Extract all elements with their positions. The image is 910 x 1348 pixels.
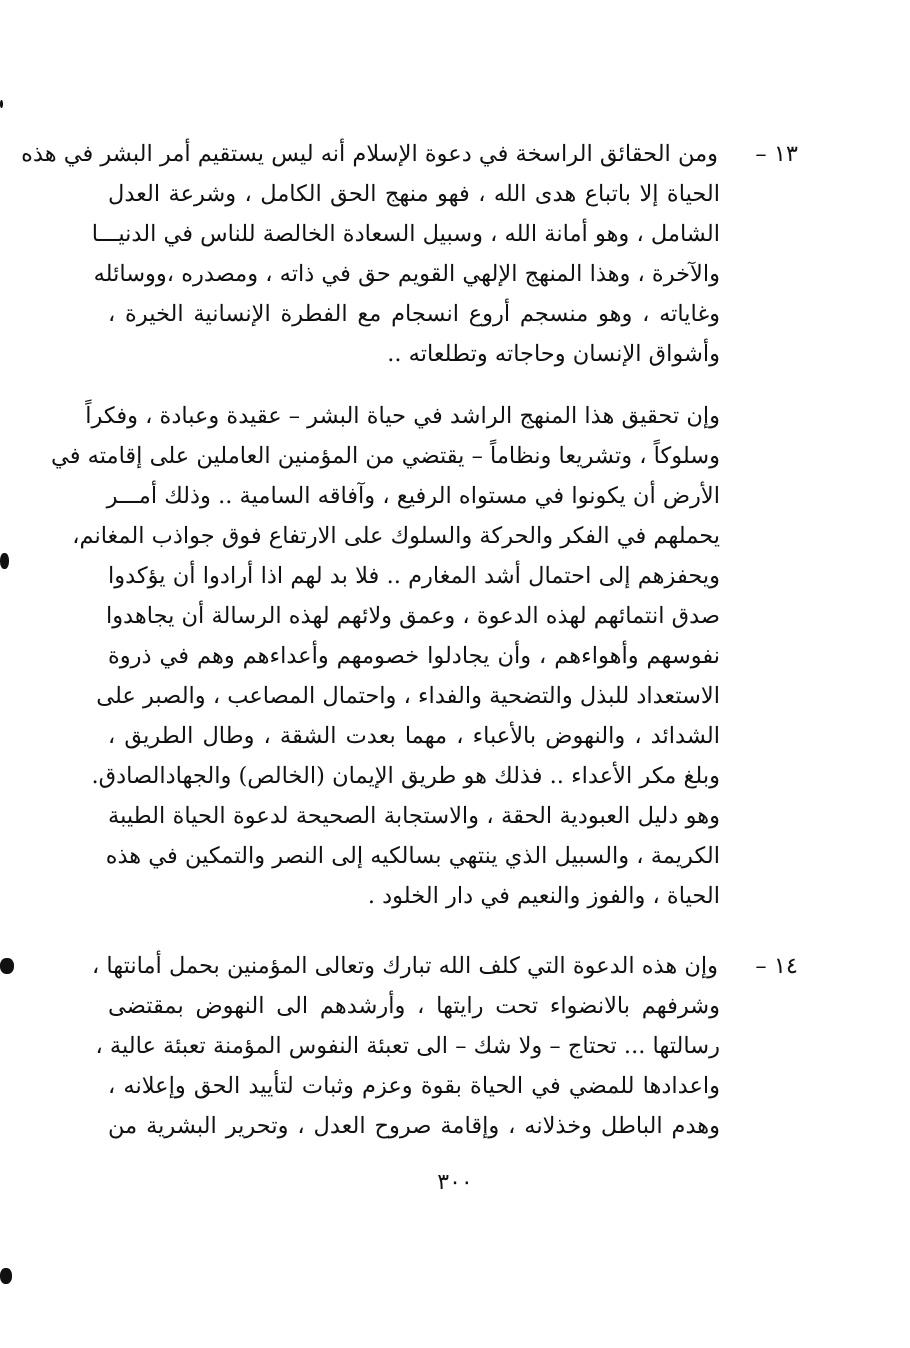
text-line: واعدادها للمضي في الحياة بقوة وعزم وثبات لتأييد الحق وإعلانه ، [108, 1073, 720, 1099]
text-line: والآخرة ، وهذا المنهج الإلهي القويم حق في ذاته ، ومصدره ،ووسائله [93, 261, 720, 287]
paragraph-item-14 [91, 946, 718, 986]
page-number: ٣٠٠ [437, 1170, 473, 1195]
paragraph-item-14-continued [95, 986, 720, 1146]
text-line: الأرض أن يكونوا في مستواه الرفيع ، وآفاقه السامية .. وذلك أمـــر [106, 483, 720, 509]
text-line: الحياة إلا باتباع هدى الله ، فهو منهج الحق الكامل ، وشرعة العدل [108, 181, 720, 207]
text-line: يحملهم في الفكر والحركة والسلوك على الارتفاع فوق جواذب المغانم، [72, 523, 720, 549]
text-line: وسلوكاً ، وتشريعا ونظاماً – يقتضي من المؤمنين العاملين على إقامته في [51, 443, 720, 469]
scan-mark [0, 1268, 12, 1284]
text-line: وإن تحقيق هذا المنهج الراشد في حياة البشر – عقيدة وعبادة ، وفكراً [85, 403, 720, 429]
text-line: ويحفزهم إلى احتمال أشد المغارم .. فلا بد لهم اذا أرادوا أن يؤكدوا [108, 563, 720, 589]
scan-mark [0, 100, 3, 108]
text-line: الاستعداد للبذل والتضحية والفداء ، واحتمال المصاعب ، والصبر على [96, 683, 720, 709]
text-line: صدق انتمائهم لهذه الدعوة ، وعمق ولائهم لهذه الرسالة أن يجاهدوا [105, 603, 720, 629]
item-number-13: ١٣ – [755, 141, 798, 167]
paragraph-item-13-continued [91, 174, 720, 374]
text-line: وبلغ مكر الأعداء .. فذلك هو طريق الإيمان (الخالص) والجهادالصادق. [91, 763, 720, 789]
text-line: الشدائد ، والنهوض بالأعباء ، مهما بعدت الشقة ، وطال الطريق ، [108, 723, 720, 749]
text-line: وأشواق الإنسان وحاجاته وتطلعاته .. [387, 341, 720, 367]
paragraph-body [51, 396, 720, 916]
text-line: ومن الحقائق الراسخة في دعوة الإسلام أنه ليس يستقيم أمر البشر في هذه [21, 141, 718, 167]
item-number-14: ١٤ – [755, 953, 798, 979]
text-line: وغاياته ، وهو منسجم أروع انسجام مع الفطرة الإنسانية الخيرة ، [108, 301, 720, 327]
text-line: وهدم الباطل وخذلانه ، وإقامة صروح العدل ، وتحرير البشرية من [108, 1113, 720, 1139]
text-line: الشامل ، وهو أمانة الله ، وسبيل السعادة الخالصة للناس في الدنيـــا [91, 221, 720, 247]
text-line: وهو دليل العبودية الحقة ، والاستجابة الصحيحة لدعوة الحياة الطيبة [108, 803, 720, 829]
text-line: الكريمة ، والسبيل الذي ينتهي بسالكيه إلى النصر والتمكين في هذه [105, 843, 720, 869]
scan-mark [0, 553, 9, 569]
text-line: وشرفهم بالانضواء تحت رايتها ، وأرشدهم الى النهوض بمقتضى [108, 993, 720, 1019]
text-line: رسالتها ... تحتاج – ولا شك – الى تعبئة النفوس المؤمنة تعبئة عالية ، [95, 1033, 720, 1059]
text-line: وإن هذه الدعوة التي كلف الله تبارك وتعالى المؤمنين بحمل أمانتها ، [91, 953, 718, 979]
text-line: الحياة ، والفوز والنعيم في دار الخلود . [367, 883, 720, 909]
scan-mark [0, 958, 14, 974]
text-line: نفوسهم وأهواءهم ، وأن يجادلوا خصومهم وأعداءهم وهم في ذروة [108, 643, 720, 669]
